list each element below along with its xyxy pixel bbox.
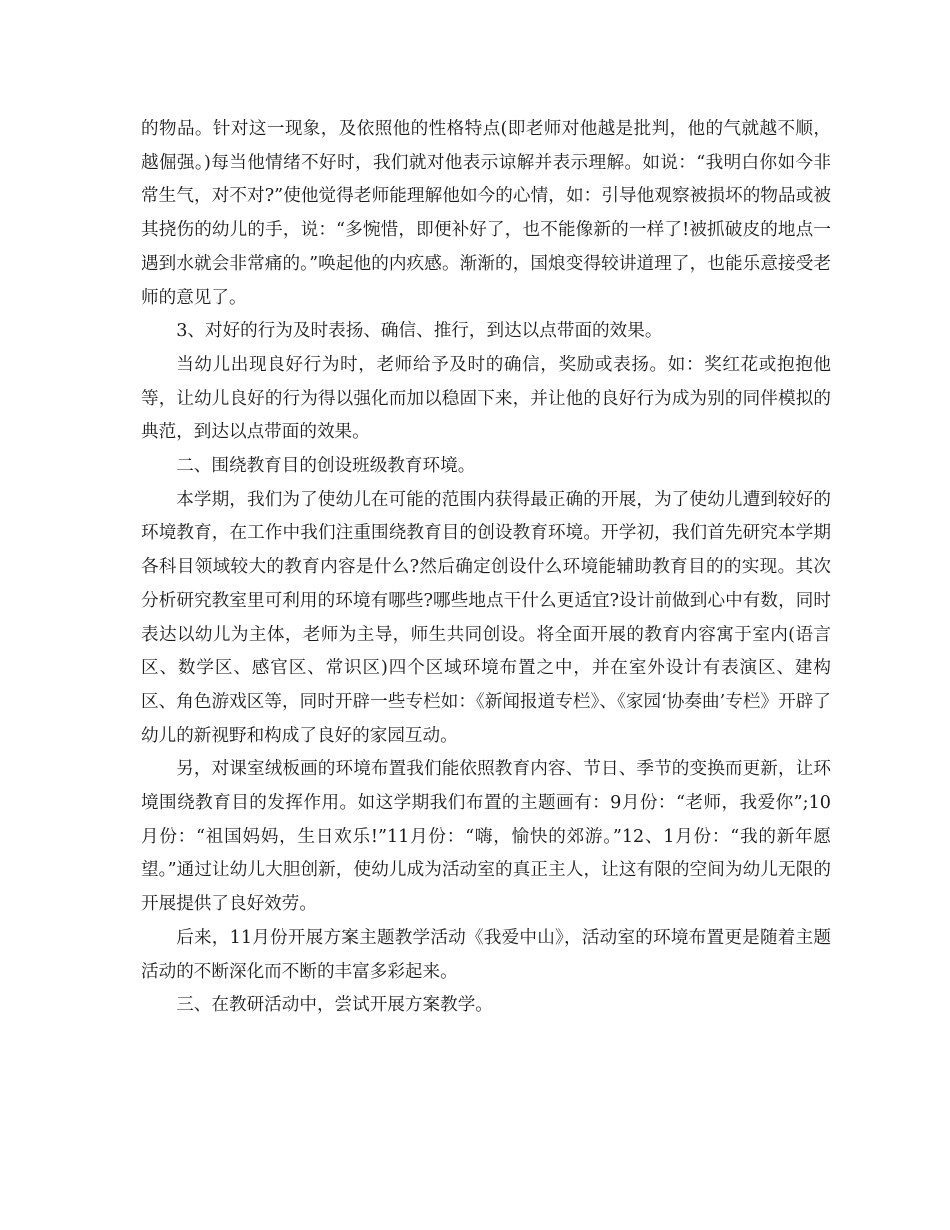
paragraph-environment: 本学期，我们为了使幼儿在可能的范围内获得最正确的开展，为了使幼儿遭到较好的环境教育，在工作中我们注重围绕教育目的创设教育环境。开学初，我们首先研究本学期各科目领域较大的教育内容是什么?然后确定创设什么环境能辅助教育目的的实现。其次分析研究教室里可利用的环境有哪些?哪些地点干什么更适宜?设计前做到心中有数，同时表达以幼儿为主体，老师为主导，师生共同创设。将全面开展的教育内容寓于室内(语言区、数学区、感官区、常识区)四个区域环境布置之中，并在室外设计有表演区、建构区、角色游戏区等，同时开辟一些专栏如：《新闻报道专栏》、《家园‘协奏曲’专栏》开辟了幼儿的新视野和构成了良好的家园互动。 <box>141 489 831 746</box>
paragraph-good-behavior: 当幼儿出现良好行为时，老师给予及时的确信，奖励或表扬。如：奖红花或抱抱他等，让幼儿良好的行为得以强化而加以稳固下来，并让他的良好行为成为别的同伴模拟的典范，到达以点带面的效果。 <box>141 354 831 443</box>
paragraph-feltboard: 另，对课室绒板画的环境布置我们能依照教育内容、节日、季节的变换而更新，让环境围绕教育目的发挥作用。如这学期我们布置的主题画有：9月份：“老师，我爱你”;10月份：“祖国妈妈，生日欢乐!”11月份：“嗨，愉快的郊游。”12、1月份：“我的新年愿望。”通过让幼儿大胆创新，使幼儿成为活动室的真正主人，让这有限的空间为幼儿无限的开展提供了良好效劳。 <box>141 759 831 915</box>
document-body <box>141 113 831 1023</box>
paragraph-continuation: 的物品。针对这一现象，及依照他的性格特点(即老师对他越是批判，他的气就越不顺，越倔强。)每当他情绪不好时，我们就对他表示谅解并表示理解。如说：“我明白你如今非常生气，对不对?”使他觉得老师能理解他如今的心情，如：引导他观察被损坏的物品或被其挠伤的幼儿的手，说：“多惋惜，即便补好了，也不能像新的一样了!被抓破皮的地点一遇到水就会非常痛的。”唤起他的内疚感。渐渐的，国烺变得较讲道理了，也能乐意接受老师的意见了。 <box>141 119 831 308</box>
paragraph-theme-activity: 后来，11月份开展方案主题教学活动《我爱中山》，活动室的环境布置更是随着主题活动的不断深化而不断的丰富多彩起来。 <box>141 927 831 982</box>
paragraph-point-3-heading: 3、对好的行为及时表扬、确信、推行，到达以点带面的效果。 <box>176 321 663 342</box>
section-heading-2: 二、围绕教育目的创设班级教育环境。 <box>176 456 476 477</box>
section-heading-3: 三、在教研活动中，尝试开展方案教学。 <box>176 995 493 1016</box>
